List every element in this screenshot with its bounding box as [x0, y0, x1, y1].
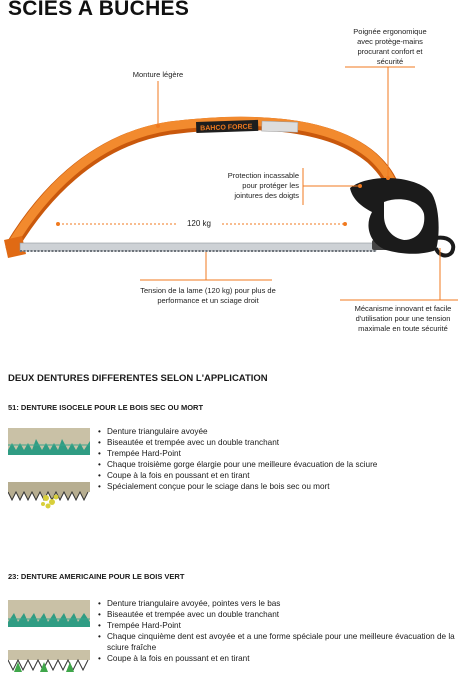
guard-callout: Protection incassable pour protéger les jointures des doigts — [227, 171, 299, 200]
denture-51-feature: • Chaque troisième gorge élargie pour une meilleure évacuation de la sciure — [98, 459, 377, 470]
denture-23-feature: • Coupe à la fois en poussant et en tirant — [98, 653, 459, 664]
denture-51-feature: • Spécialement conçue pour le sciage dans le bois sec ou mort — [98, 481, 377, 492]
section-title: DEUX DENTURES DIFFERENTES SELON L'APPLICATION — [8, 373, 268, 384]
brand-label-text: BAHCO FORCE — [200, 123, 253, 133]
denture-23-feature: • Trempée Hard-Point — [98, 620, 459, 631]
frame-callout: Monture légère — [132, 70, 184, 79]
denture-51-teeth-image — [8, 480, 90, 510]
brand-label — [196, 120, 258, 133]
denture-23-title: 23: DENTURE AMERICAINE POUR LE BOIS VERT — [8, 572, 185, 581]
handle-callout: Poignée ergonomique avec protège-mains procurant confort et sécurité — [353, 27, 427, 66]
denture-23-teeth-image — [8, 648, 90, 678]
denture-51-profile-image — [8, 425, 90, 455]
denture-23-feature: • Chaque cinquième dent est avoyée et a une forme spéciale pour une meilleure évacuation de la sciure fraîche — [98, 631, 459, 653]
mechanism-callout: Mécanisme innovant et facile d'utilisation pour une tension maximale en toute sécurité — [354, 304, 452, 333]
frame-sticker — [262, 121, 298, 132]
denture-23-profile-image — [8, 597, 90, 627]
page-title: SCIES A BUCHES — [8, 0, 190, 20]
denture-51-feature: • Trempée Hard-Point — [98, 448, 377, 459]
tension-callout: Tension de la lame (120 kg) pour plus de performance et un sciage droit — [140, 286, 276, 305]
denture-51-feature: • Coupe à la fois en poussant et en tirant — [98, 470, 377, 481]
tension-value-label: 120 kg — [186, 219, 212, 228]
denture-51-title: 51: DENTURE ISOCELE POUR LE BOIS SEC OU MORT — [8, 403, 204, 412]
denture-23-feature: • Biseautée et trempée avec un double tranchant — [98, 609, 459, 620]
lever-hook — [436, 238, 453, 256]
denture-51-feature: • Biseautée et trempée avec un double tranchant — [98, 437, 377, 448]
denture-23-feature: • Denture triangulaire avoyée, pointes vers le bas — [98, 598, 459, 609]
denture-23-features — [98, 598, 459, 664]
saw-blade — [20, 243, 376, 251]
denture-51-feature: • Denture triangulaire avoyée — [98, 426, 377, 437]
denture-51-features — [98, 426, 377, 492]
